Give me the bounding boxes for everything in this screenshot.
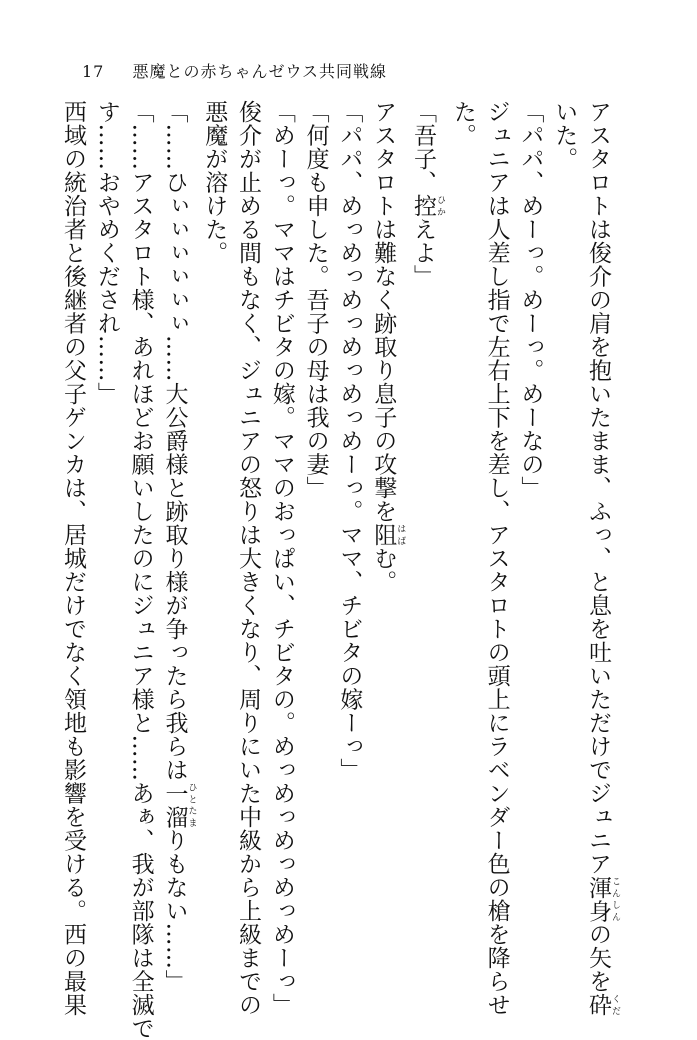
text-line-15: す……おやめくだされ……」 [93, 100, 120, 406]
text-line-8: 「パパ、めっめっめっめっめっめーっ。ママ、チビタの嫁ーっ」 [336, 100, 363, 782]
text-line-7: アスタロトは難なく跡取り息子の攻撃を阻 はばむ。 [370, 100, 406, 594]
text-line-9: 「何度も申した。吾子の母は我の妻」 [302, 100, 329, 500]
text-line-2: いた。 [551, 100, 578, 171]
text-line-5: た。 [449, 100, 476, 147]
page-number: 17 [82, 62, 105, 81]
text-line-1: アスタロトは俊介の肩を抱いたまま、ふっ、と息を吐いただけでジュニア渾身 こんしんの矢を砕 くだ [585, 100, 620, 1017]
vertical-body-text [60, 100, 620, 1040]
text-line-16: 西域の統治者と後継者の父子ゲンカは、居城だけでなく領地も影響を受ける。西の最果 [60, 100, 87, 1017]
text-line-3: 「パパ、めーっ。めーっ。めーなの」 [517, 100, 544, 500]
text-line-4: ジュニアは人差し指で左右上下を差し、アスタロトの頭上にラベンダー色の槍を降らせ [483, 100, 510, 1017]
text-line-10: 「めーっ。ママはチビタの嫁。ママのおっぱい、チビタの。めっめっめっめっめーっ」 [268, 100, 295, 1017]
text-line-6: 「吾子、控 ひかえよ」 [410, 100, 446, 288]
text-line-14: 「……アスタロト様、あれほどお願いしたのにジュニア様と……あぁ、我が部隊は全滅で [127, 100, 154, 1040]
text-line-11: 俊介が止める間もなく、ジュニアの怒りは大きくなり、周りにいた中級から上級までの [235, 100, 262, 1017]
text-line-12: 悪魔が溶けた。 [201, 100, 228, 265]
running-header [82, 59, 387, 82]
running-title: 悪魔との赤ちゃんゼウス共同戦線 [132, 62, 387, 81]
text-line-13: 「……ひぃぃぃぃぃぃ……大公爵様と跡取り様が争ったら我らは一溜 ひとたまりもない……」 [161, 100, 197, 993]
